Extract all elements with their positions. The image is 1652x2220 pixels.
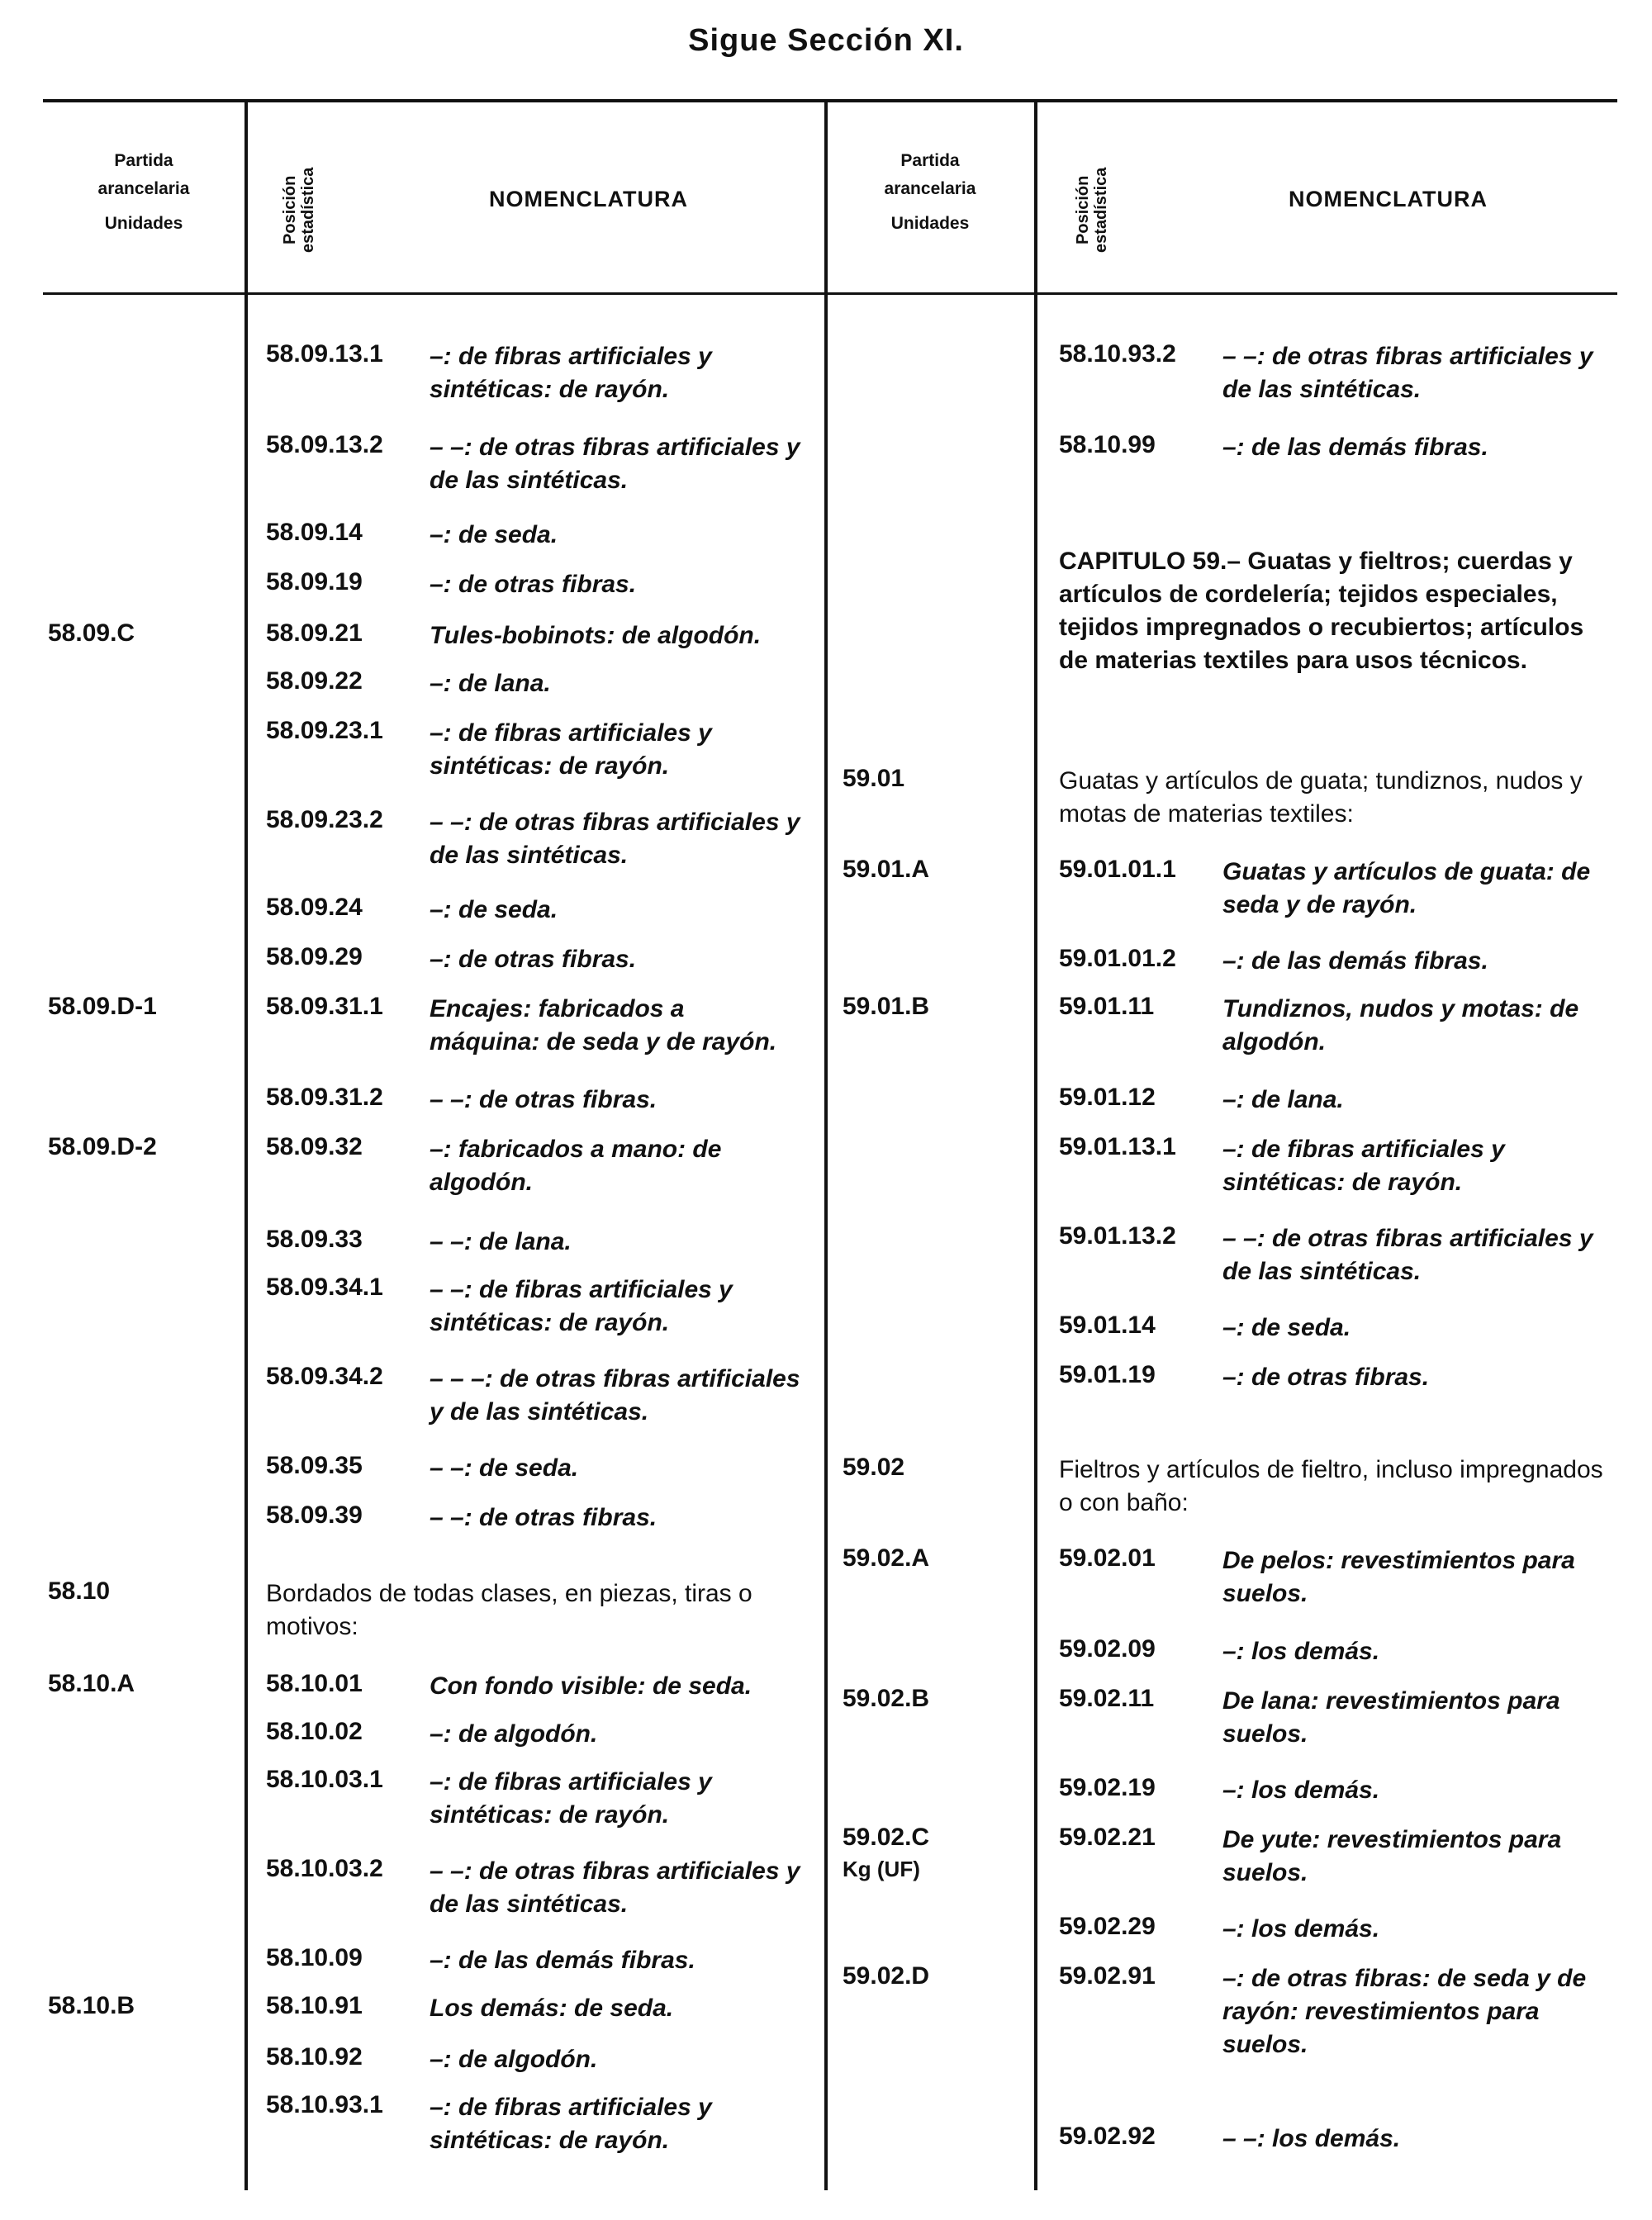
nomenclatura-text: Encajes: fabricados a máquina: de seda y de rayón. bbox=[430, 995, 777, 1055]
header-partida bbox=[43, 147, 244, 238]
posicion-code: 58.10.01 bbox=[266, 1670, 363, 1697]
partida-code: 58.10.B bbox=[48, 1992, 135, 2019]
posicion-code: 59.02.01 bbox=[1059, 1544, 1156, 1572]
nomenclatura-text: –: de las demás fibras. bbox=[1222, 947, 1488, 975]
posicion-code: 59.01.01.2 bbox=[1059, 945, 1176, 972]
nomenclatura-text: –: de lana. bbox=[430, 670, 551, 697]
page-title: Sigue Sección XI. bbox=[688, 23, 964, 58]
posicion-code: 58.09.24 bbox=[266, 894, 363, 921]
posicion-code: 59.01.01.1 bbox=[1059, 856, 1176, 883]
posicion-code: 59.01.11 bbox=[1059, 993, 1155, 1020]
header-partida bbox=[826, 147, 1034, 238]
top-rule bbox=[43, 99, 1617, 102]
nomenclatura-text: Guatas y artículos de guata: de seda y de rayón. bbox=[1222, 858, 1591, 918]
header-posicion-line: Posición bbox=[281, 175, 299, 244]
posicion-code: 58.10.99 bbox=[1059, 431, 1156, 458]
header-posicion-line: estadística bbox=[299, 167, 317, 253]
header-posicion bbox=[1074, 168, 1110, 253]
partida-code: 59.01.B bbox=[843, 993, 930, 1020]
nomenclatura-text: – –: de seda. bbox=[430, 1454, 579, 1482]
posicion-code: 58.10.09 bbox=[266, 1944, 363, 1971]
partida-code: 59.02 bbox=[843, 1454, 905, 1481]
posicion-code: 59.02.09 bbox=[1059, 1635, 1156, 1663]
nomenclatura-text: Tules-bobinots: de algodón. bbox=[430, 622, 762, 649]
posicion-code: 59.02.11 bbox=[1059, 1685, 1155, 1712]
header-posicion bbox=[281, 168, 317, 253]
nomenclatura-text: –: de otras fibras: de seda y de rayón: revestimientos para suelos. bbox=[1222, 1965, 1587, 2058]
nomenclatura-text: – –: de otras fibras artificiales y de las sintéticas. bbox=[430, 434, 800, 494]
posicion-code: 58.10.03.2 bbox=[266, 1855, 383, 1882]
posicion-code: 59.01.14 bbox=[1059, 1312, 1156, 1339]
chapter-heading: CAPITULO 59.– Guatas y fieltros; cuerdas y artículos de cordelería; tejidos especiales, tejidos impregnados o recubiertos; artículos de materias textiles para usos técnicos. bbox=[1059, 548, 1584, 674]
posicion-code: 58.10.93.1 bbox=[266, 2091, 383, 2118]
nomenclatura-text: – –: de otras fibras. bbox=[430, 1086, 657, 1113]
nomenclatura-text: – –: de otras fibras. bbox=[430, 1504, 657, 1531]
header-partida-line: arancelaria bbox=[97, 179, 190, 198]
nomenclatura-text: –: de seda. bbox=[430, 521, 558, 548]
nomenclatura-text: – – –: de otras fibras artificiales y de las sintéticas. bbox=[430, 1365, 800, 1425]
nomenclatura-text: –: de las demás fibras. bbox=[1222, 434, 1488, 461]
posicion-code: 59.02.92 bbox=[1059, 2123, 1156, 2150]
nomenclatura-text: –: de algodón. bbox=[430, 2046, 598, 2073]
posicion-code: 58.09.22 bbox=[266, 667, 363, 695]
nomenclatura-text: –: de otras fibras. bbox=[1222, 1364, 1430, 1391]
nomenclatura-text: Los demás: de seda. bbox=[430, 1995, 674, 2022]
nomenclatura-text: –: de fibras artificiales y sintéticas: de rayón. bbox=[430, 2094, 712, 2154]
posicion-code: 58.09.34.1 bbox=[266, 1274, 383, 1301]
nomenclatura-text: –: de lana. bbox=[1222, 1086, 1344, 1113]
partida-code: 58.10.A bbox=[48, 1670, 135, 1697]
posicion-code: 59.01.13.2 bbox=[1059, 1222, 1176, 1250]
posicion-code: 58.09.31.2 bbox=[266, 1084, 383, 1111]
posicion-code: 58.09.39 bbox=[266, 1501, 363, 1529]
posicion-code: 59.01.19 bbox=[1059, 1361, 1156, 1388]
posicion-code: 58.09.31.1 bbox=[266, 993, 383, 1020]
header-posicion-line: Posición bbox=[1074, 175, 1092, 244]
heading-text: Bordados de todas clases, en piezas, tiras o motivos: bbox=[266, 1580, 752, 1640]
header-partida-line: Unidades bbox=[890, 214, 970, 233]
nomenclatura-text: –: de fibras artificiales y sintéticas: de rayón. bbox=[430, 1768, 712, 1829]
posicion-code: 59.01.13.1 bbox=[1059, 1133, 1176, 1160]
nomenclatura-text: –: de otras fibras. bbox=[430, 571, 637, 598]
posicion-code: 58.09.34.2 bbox=[266, 1363, 383, 1390]
posicion-code: 59.02.19 bbox=[1059, 1774, 1156, 1801]
posicion-code: 58.09.23.1 bbox=[266, 717, 383, 744]
nomenclatura-text: – –: de otras fibras artificiales y de las sintéticas. bbox=[1222, 343, 1593, 403]
nomenclatura-text: Con fondo visible: de seda. bbox=[430, 1672, 752, 1700]
nomenclatura-text: De lana: revestimientos para suelos. bbox=[1222, 1687, 1560, 1748]
partida-code: 58.09.D-1 bbox=[48, 993, 157, 1020]
header-partida-line: Partida bbox=[114, 151, 173, 170]
nomenclatura-text: –: de seda. bbox=[1222, 1314, 1351, 1341]
column-divider bbox=[244, 101, 248, 2190]
nomenclatura-text: –: de algodón. bbox=[430, 1720, 598, 1748]
posicion-code: 58.09.23.2 bbox=[266, 806, 383, 833]
nomenclatura-text: – –: de otras fibras artificiales y de las sintéticas. bbox=[430, 809, 800, 869]
posicion-code: 58.09.14 bbox=[266, 519, 363, 546]
posicion-code: 58.09.33 bbox=[266, 1226, 363, 1253]
posicion-code: 58.10.03.1 bbox=[266, 1766, 383, 1793]
nomenclatura-text: – –: de lana. bbox=[430, 1228, 572, 1255]
nomenclatura-text: –: de seda. bbox=[430, 896, 558, 923]
nomenclatura-text: – –: de fibras artificiales y sintéticas: de rayón. bbox=[430, 1276, 733, 1336]
nomenclatura-text: –: los demás. bbox=[1222, 1776, 1380, 1804]
header-partida-line: Partida bbox=[900, 151, 960, 170]
posicion-code: 58.10.02 bbox=[266, 1718, 363, 1745]
nomenclatura-text: –: los demás. bbox=[1222, 1638, 1380, 1665]
posicion-code: 58.09.19 bbox=[266, 568, 363, 595]
posicion-code: 59.02.29 bbox=[1059, 1913, 1156, 1940]
partida-unit: Kg (UF) bbox=[843, 1857, 920, 1881]
partida-code: 58.10 bbox=[48, 1577, 111, 1605]
posicion-code: 58.09.21 bbox=[266, 619, 363, 647]
posicion-code: 59.01.12 bbox=[1059, 1084, 1156, 1111]
nomenclatura-text: De pelos: revestimientos para suelos. bbox=[1222, 1547, 1575, 1607]
column-divider bbox=[824, 101, 828, 2190]
nomenclatura-text: –: de fibras artificiales y sintéticas: de rayón. bbox=[1222, 1136, 1505, 1196]
posicion-code: 58.09.35 bbox=[266, 1452, 363, 1479]
partida-code: 59.02.B bbox=[843, 1685, 930, 1712]
nomenclatura-text: –: de otras fibras. bbox=[430, 946, 637, 973]
header-nomenclatura: NOMENCLATURA bbox=[489, 187, 688, 211]
nomenclatura-text: –: de fibras artificiales y sintéticas: de rayón. bbox=[430, 343, 712, 403]
posicion-code: 59.02.21 bbox=[1059, 1824, 1156, 1851]
posicion-code: 58.09.32 bbox=[266, 1133, 363, 1160]
nomenclatura-text: –: fabricados a mano: de algodón. bbox=[430, 1136, 722, 1196]
nomenclatura-text: – –: los demás. bbox=[1222, 2125, 1401, 2152]
partida-code: 58.09.C bbox=[48, 619, 135, 647]
posicion-code: 59.02.91 bbox=[1059, 1962, 1156, 1990]
posicion-code: 58.09.29 bbox=[266, 943, 363, 970]
nomenclatura-text: De yute: revestimientos para suelos. bbox=[1222, 1826, 1562, 1886]
heading-text: Fieltros y artículos de fieltro, incluso impregnados o con baño: bbox=[1059, 1456, 1603, 1516]
partida-code: 59.02.D bbox=[843, 1962, 930, 1990]
posicion-code: 58.10.91 bbox=[266, 1992, 363, 2019]
header-partida-line: arancelaria bbox=[884, 179, 976, 198]
posicion-code: 58.10.92 bbox=[266, 2043, 363, 2071]
partida-code: 59.01 bbox=[843, 765, 905, 792]
partida-code: 59.02.C bbox=[843, 1824, 930, 1851]
posicion-code: 58.09.13.2 bbox=[266, 431, 383, 458]
header-partida-line: Unidades bbox=[104, 214, 183, 233]
column-divider bbox=[1034, 101, 1037, 2190]
nomenclatura-text: – –: de otras fibras artificiales y de las sintéticas. bbox=[430, 1857, 800, 1918]
heading-text: Guatas y artículos de guata; tundiznos, nudos y motas de materias textiles: bbox=[1059, 767, 1583, 828]
partida-code: 59.02.A bbox=[843, 1544, 930, 1572]
nomenclatura-text: –: de fibras artificiales y sintéticas: de rayón. bbox=[430, 719, 712, 780]
nomenclatura-text: –: de las demás fibras. bbox=[430, 1947, 695, 1974]
partida-code: 59.01.A bbox=[843, 856, 930, 883]
nomenclatura-text: –: los demás. bbox=[1222, 1915, 1380, 1942]
header-nomenclatura: NOMENCLATURA bbox=[1289, 187, 1488, 211]
posicion-code: 58.10.93.2 bbox=[1059, 340, 1176, 368]
nomenclatura-text: – –: de otras fibras artificiales y de las sintéticas. bbox=[1222, 1225, 1593, 1285]
nomenclatura-text: Tundiznos, nudos y motas: de algodón. bbox=[1222, 995, 1579, 1055]
posicion-code: 58.09.13.1 bbox=[266, 340, 383, 368]
partida-code: 58.09.D-2 bbox=[48, 1133, 157, 1160]
header-rule bbox=[43, 292, 1617, 295]
header-posicion-line: estadística bbox=[1092, 167, 1110, 253]
